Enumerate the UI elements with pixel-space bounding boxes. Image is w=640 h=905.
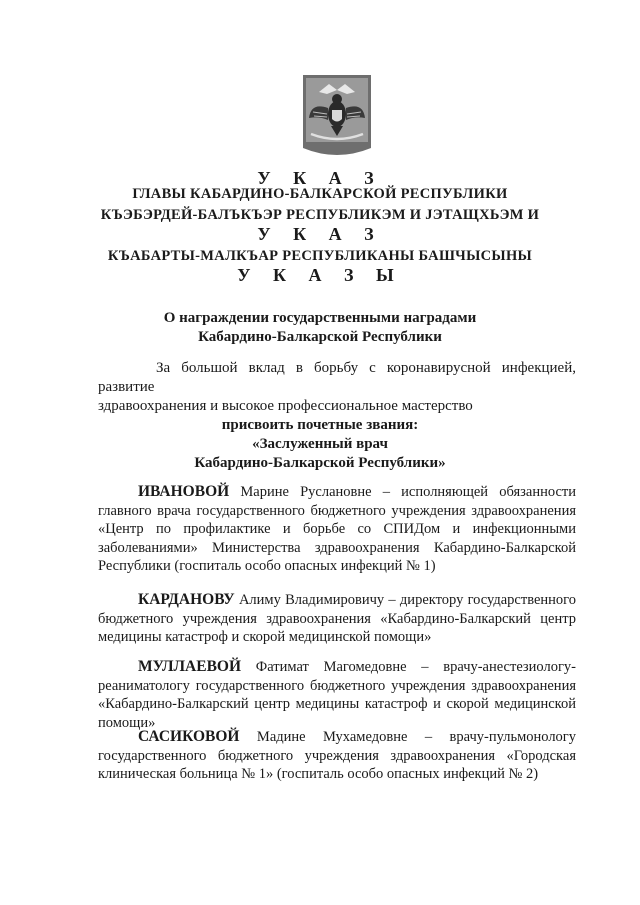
preamble-line: здравоохранения и высокое профессиональное мастерство bbox=[98, 398, 473, 414]
awardee-entry bbox=[98, 483, 576, 576]
award-line: «Заслуженный врач bbox=[252, 436, 388, 452]
awardee-details: Фатимат Магомедовне – врачу-анестезиологу-реаниматологу государственного бюджетного учреждения здравоохранения «Кабардино-Балкарский центр медицины катастроф и скорой медицинской помощи» bbox=[98, 659, 576, 731]
ukaz-heading-kabardian: У К А З bbox=[257, 224, 383, 244]
awardee-surname: ИВАНОВОЙ bbox=[138, 483, 230, 500]
awardee-entry bbox=[98, 591, 576, 647]
decree-title bbox=[0, 309, 640, 347]
header-line-kabardian: КЪЭБЭРДЕЙ-БАЛЪКЪЭР РЕСПУБЛИКЭМ И ЈЭТАЩХЬЭМ И bbox=[100, 207, 540, 223]
awardee-details: Мадине Мухамедовне – врачу-пульмонологу государственного бюджетного учреждения здравоохранения «Городская клиническая больница № 1» (госпиталь особо опасных инфекций № 2) bbox=[98, 729, 577, 783]
header-line-balkar: КЪАБАРТЫ-МАЛКЪАР РЕСПУБЛИКАНЫ БАШЧЫСЫНЫ bbox=[107, 248, 533, 264]
decree-preamble bbox=[98, 359, 576, 416]
preamble-line: За большой вклад в борьбу с коронавирусной инфекцией, развитие bbox=[98, 360, 576, 395]
awardee-surname: КАРДАНОВУ bbox=[138, 591, 235, 608]
ukaz-heading-balkar: У К А З Ы bbox=[237, 265, 403, 285]
awardee-details: Марине Руслановне – исполняющей обязанности главного врача государственного бюджетного учреждения здравоохранения «Центр по профилактике и борьбе со СПИДом и инфекционными заболеваниями» Министерства здравоохранения Кабардино-Балкарской Республики (госпиталь особо опасных инфекций № 1) bbox=[98, 484, 576, 575]
coat-of-arms-emblem bbox=[297, 72, 377, 158]
awardee-entry bbox=[98, 728, 576, 784]
awardee-surname: САСИКОВОЙ bbox=[138, 728, 240, 745]
award-heading bbox=[0, 416, 640, 473]
header-line-russian: ГЛАВЫ КАБАРДИНО-БАЛКАРСКОЙ РЕСПУБЛИКИ bbox=[132, 186, 508, 202]
award-line: присвоить почетные звания: bbox=[221, 417, 419, 433]
awardee-entry bbox=[98, 658, 576, 732]
awardee-details: Алиму Владимировичу – директору государственного бюджетного учреждения здравоохранения «Кабардино-Балкарский центр медицины катастроф и скорой медицинской помощи» bbox=[98, 592, 576, 646]
decree-title-line: О награждении государственными наградами bbox=[163, 310, 477, 326]
awardee-surname: МУЛЛАЕВОЙ bbox=[138, 658, 242, 675]
award-line: Кабардино-Балкарской Республики» bbox=[194, 455, 446, 471]
ukaz-heading-russian: У К А З bbox=[257, 168, 383, 188]
decree-title-line: Кабардино-Балкарской Республики bbox=[198, 329, 442, 345]
